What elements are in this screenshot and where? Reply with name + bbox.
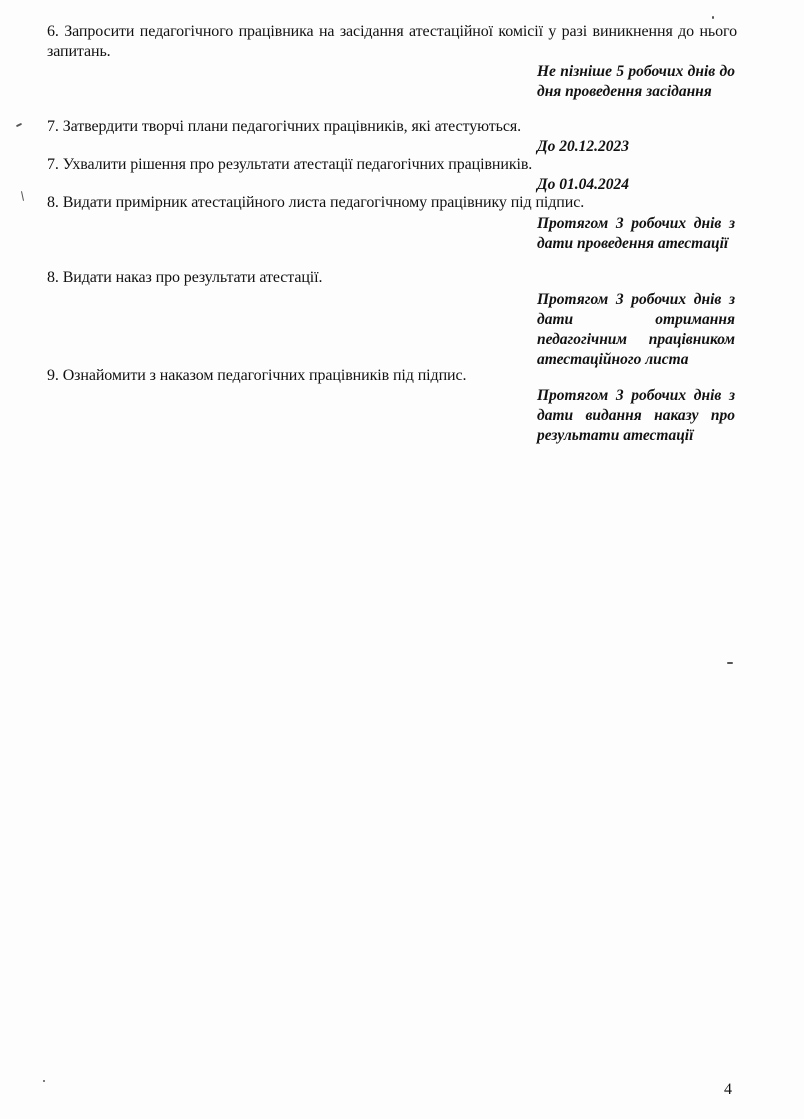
task-deadline: До 01.04.2024 bbox=[537, 176, 629, 193]
scan-mark bbox=[727, 662, 733, 664]
task-item: 9. Ознайомити з наказом педагогічних працівників під підпис. bbox=[47, 367, 467, 384]
task-item: 6. Запросити педагогічного працівника на засідання атестаційної комісії у разі виникнення до нього запитань. bbox=[47, 23, 737, 60]
page-number: 4 bbox=[724, 1081, 732, 1098]
scan-mark bbox=[43, 1080, 45, 1082]
task-item: 8. Видати наказ про результати атестації. bbox=[47, 269, 323, 286]
task-deadline: Протягом 3 робочих днів з дати видання наказу про результати атестації bbox=[537, 387, 735, 444]
scan-mark bbox=[21, 191, 24, 201]
task-item: 8. Видати примірник атестаційного листа педагогічному працівнику під підпис. bbox=[47, 194, 585, 211]
task-deadline: Не пізніше 5 робочих днів до дня проведення засідання bbox=[537, 63, 735, 100]
task-deadline: Протягом 3 робочих днів з дати проведення атестації bbox=[537, 215, 735, 252]
scan-mark bbox=[712, 16, 714, 19]
task-deadline: Протягом 3 робочих днів з дати отримання педагогічним працівником атестаційного листа bbox=[537, 291, 735, 368]
scan-mark bbox=[16, 123, 22, 127]
task-item: 7. Затвердити творчі плани педагогічних працівників, які атестуються. bbox=[47, 118, 522, 135]
task-deadline: До 20.12.2023 bbox=[537, 138, 629, 155]
task-item: 7. Ухвалити рішення про результати атестації педагогічних працівників. bbox=[47, 156, 533, 173]
